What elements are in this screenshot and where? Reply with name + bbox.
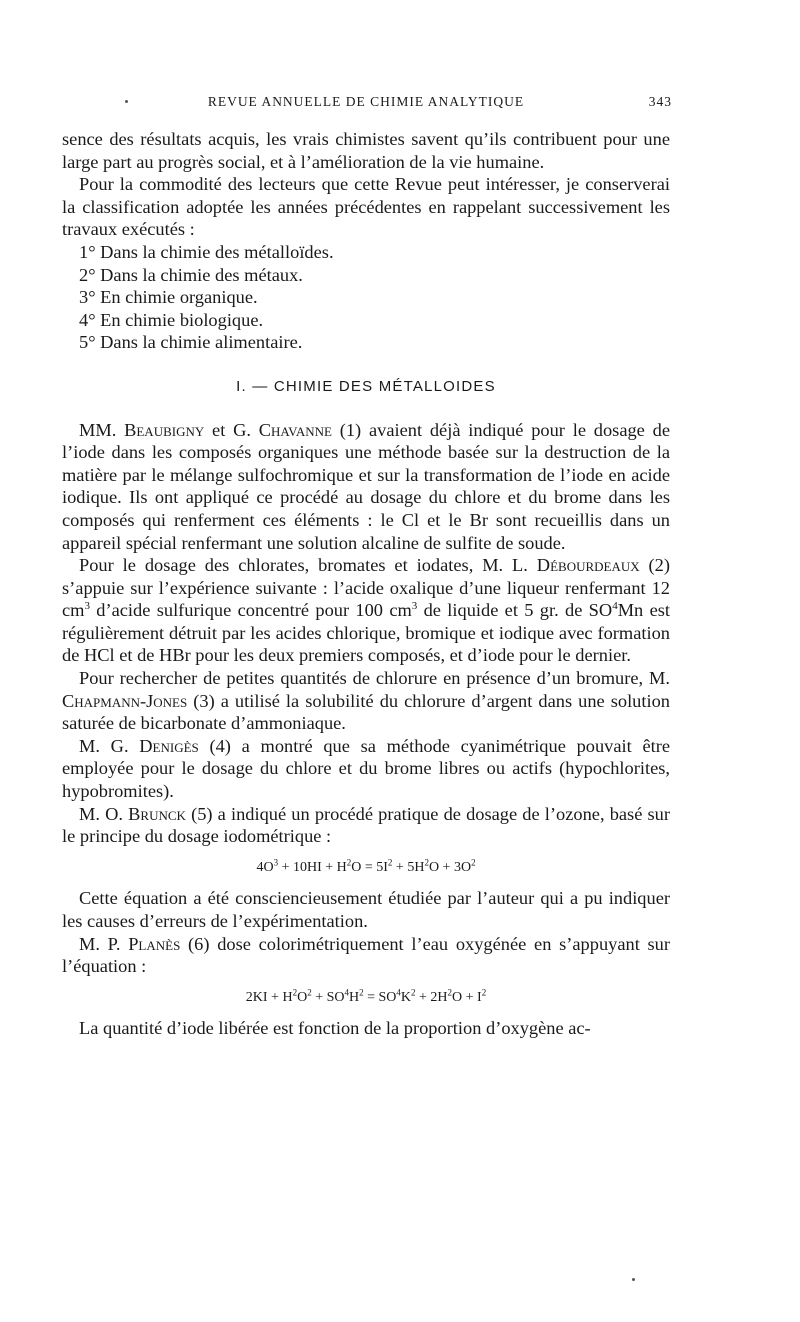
author-name: Chavanne [258, 419, 332, 440]
print-speck [125, 100, 128, 103]
list-item: 5° Dans la chimie alimentaire. [79, 332, 303, 353]
paragraph-brunck: M. O. Brunck (5) a indiqué un procédé pratique de dosage de l’ozone, basé sur le principe du dosage iodométrique : [62, 803, 671, 847]
paragraph-equation-study: Cette équation a été consciencieusement étudiée par l’auteur qui a pu indiquer les causes d’erreurs de l’expérimentation. [62, 888, 670, 931]
page-number: 343 [648, 94, 672, 109]
paragraph-iodine-quantity: La quantité d’iode libérée est fonction de la proportion d’oxygène ac- [79, 1018, 591, 1039]
author-name: Beaubigny [124, 419, 205, 440]
equation-peroxide: $2KI + H^2O^2 + SO^4H^2 = SO^4K^2 + 2H^2O + I^2$ [245, 987, 487, 1005]
author-name: Débourdeaux [536, 555, 640, 576]
page-body [62, 128, 670, 1040]
equation-ozone: $4O^3 + 10HI + H^2O = 5I^2 + 5H^2O + 3O^2$ [256, 857, 476, 875]
paragraph-classification: Pour la commodité des lecteurs que cette Revue peut intéresser, je conserverai la classification adoptée les années précédentes en rappelant successivement les travaux exécutés : [62, 174, 670, 240]
author-name: Denigès [139, 735, 199, 756]
paragraph-chapmann: Pour rechercher de petites quantités de chlorure en présence d’un bromure, M. Chapmann-Jones (3) a utilisé la solubilité du chlorure d’argent dans une solution saturée de bicarbonate d’ammoniaque. [62, 668, 670, 734]
paragraph-deniges: M. G. Denigès (4) a montré que sa méthode cyanimétrique pouvait être employée pour le dosage du chlore et du brome libres ou actifs (hypochlorites, hypobromites). [62, 735, 671, 802]
paragraph-planes: M. P. Planès (6) dose colorimétriquement l’eau oxygénée en s’appuyant sur l’équation : [62, 933, 671, 977]
list-item: 3° En chimie organique. [79, 287, 258, 308]
author-name: Planès [128, 933, 181, 954]
section-heading: I. — CHIMIE DES MÉTALLOIDES [236, 377, 496, 395]
running-title: REVUE ANNUELLE DE CHIMIE ANALYTIQUE [207, 94, 525, 109]
list-item: 1° Dans la chimie des métalloïdes. [79, 241, 334, 262]
list-item: 4° En chimie biologique. [79, 309, 264, 330]
paragraph-debourdeaux: Pour le dosage des chlorates, bromates et iodates, M. L. Débourdeaux (2) s’appuie sur l’expérience suivante : l’acide oxalique d’une liqueur renfermant 12 $cm^3$ d’acide sulfurique concentré pour 100 $cm^3$ de liquide et 5 gr. de $SO^4Mn$ est régulièrement détruit par les acides chlorique, bromique et iodique avec formation de HCl et de HBr pour les deux premiers composés, et d’iode pour le dernier. [62, 555, 670, 666]
list-item: 2° Dans la chimie des métaux. [79, 264, 303, 285]
print-speck [632, 1278, 635, 1281]
paragraph-beaubigny: MM. Beaubigny et G. Chavanne (1) avaient déjà indiqué pour le dosage de l’iode dans les composés organiques une méthode basée sur la destruction de la matière par le mélange sulfochromique et sur la transformation de l’iode en acide iodique. Ils ont appliqué ce procédé au dosage du chlore et du brome dans les composés qui renferment ces éléments : le Cl et le Br sont recueillis dans un appareil spécial renfermant une solution alcaline de sulfite de soude. [62, 419, 670, 553]
paragraph-continuation: sence des résultats acquis, les vrais chimistes savent qu’ils contribuent pour une large part au progrès social, et à l’amélioration de la vie humaine. [62, 129, 670, 172]
author-name: Brunck [128, 803, 186, 824]
author-name: Chapmann-Jones [62, 690, 188, 711]
